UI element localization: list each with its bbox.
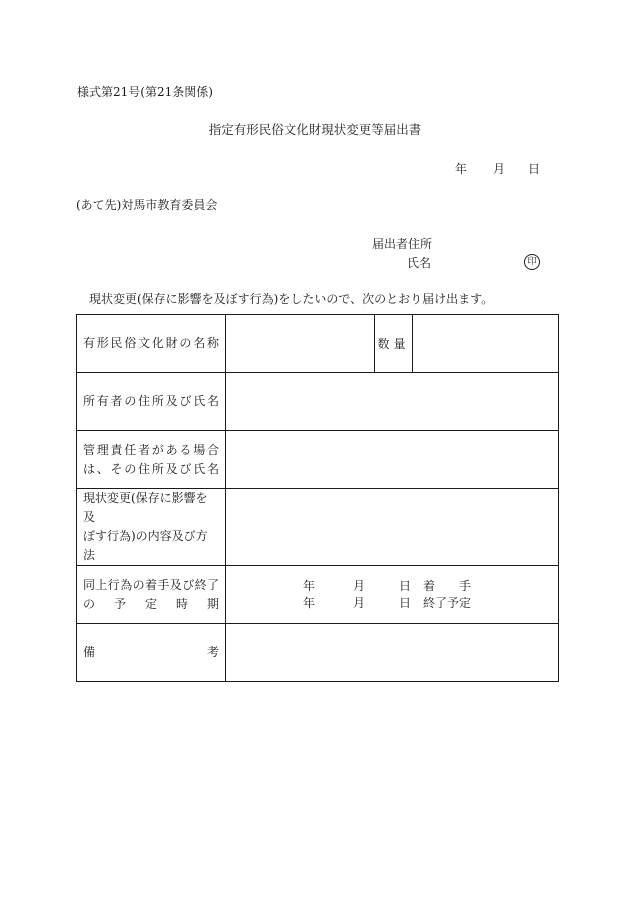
row-property-name bbox=[77, 315, 559, 373]
end-kind-label: 終了予定 bbox=[423, 596, 472, 610]
manager-label-cell bbox=[77, 431, 226, 489]
schedule-label-line1: 同上行為の着手及び終了 bbox=[83, 577, 219, 592]
date-year-label: 年 bbox=[455, 162, 468, 176]
start-year-label: 年 bbox=[303, 579, 316, 593]
start-date-row bbox=[226, 579, 558, 593]
end-year-label: 年 bbox=[303, 596, 316, 610]
end-date-row bbox=[226, 596, 558, 610]
start-kind-label: 着 手 bbox=[423, 579, 472, 593]
row-manager bbox=[77, 431, 559, 489]
owner-field[interactable] bbox=[226, 373, 559, 431]
schedule-field[interactable] bbox=[226, 566, 559, 624]
row-change-details bbox=[77, 489, 559, 566]
schedule-label-line2: の予定時期 bbox=[83, 596, 219, 611]
document-title: 指定有形民俗文化財現状変更等届出書 bbox=[208, 122, 422, 137]
intro-text: 現状変更(保存に影響を及ぼす行為)をしたいので、次のとおり届け出ます。 bbox=[89, 292, 494, 306]
form-number: 様式第21号(第21条関係) bbox=[77, 85, 213, 99]
change-details-field[interactable] bbox=[226, 489, 559, 566]
property-name-label: 有形民俗文化財の名称 bbox=[83, 336, 219, 350]
remarks-label: 備考 bbox=[83, 645, 219, 659]
date-day-label: 日 bbox=[528, 162, 541, 176]
owner-label: 所有者の住所及び氏名 bbox=[83, 394, 219, 408]
end-day-label: 日 bbox=[399, 596, 412, 610]
submitter-address-label: 届出者住所 bbox=[372, 237, 433, 251]
start-month-label: 月 bbox=[353, 579, 366, 593]
quantity-field[interactable] bbox=[413, 315, 559, 373]
property-name-label-cell bbox=[77, 315, 226, 373]
remarks-label-cell bbox=[77, 624, 226, 682]
date-month-label: 月 bbox=[493, 162, 506, 176]
quantity-label: 数量 bbox=[375, 315, 413, 373]
submitter-name-label: 氏名 bbox=[407, 256, 432, 270]
remarks-field[interactable] bbox=[226, 624, 559, 682]
notification-form-table bbox=[76, 314, 559, 682]
addressee: (あて先)対馬市教育委員会 bbox=[76, 198, 218, 212]
row-owner bbox=[77, 373, 559, 431]
row-remarks bbox=[77, 624, 559, 682]
change-details-label-line2: ぼす行為)の内容及び方法 bbox=[83, 529, 208, 562]
manager-field[interactable] bbox=[226, 431, 559, 489]
manager-label-line1: 管理責任者がある場合 bbox=[83, 442, 219, 457]
change-details-label-cell bbox=[77, 489, 226, 566]
schedule-label-cell bbox=[77, 566, 226, 624]
seal-mark: 印 bbox=[524, 254, 540, 270]
owner-label-cell bbox=[77, 373, 226, 431]
start-day-label: 日 bbox=[399, 579, 412, 593]
property-name-field[interactable] bbox=[226, 315, 375, 373]
end-month-label: 月 bbox=[353, 596, 366, 610]
manager-label-line2: は、その住所及び氏名 bbox=[83, 461, 219, 476]
change-details-label-line1: 現状変更(保存に影響を及 bbox=[83, 491, 208, 524]
row-schedule bbox=[77, 566, 559, 624]
